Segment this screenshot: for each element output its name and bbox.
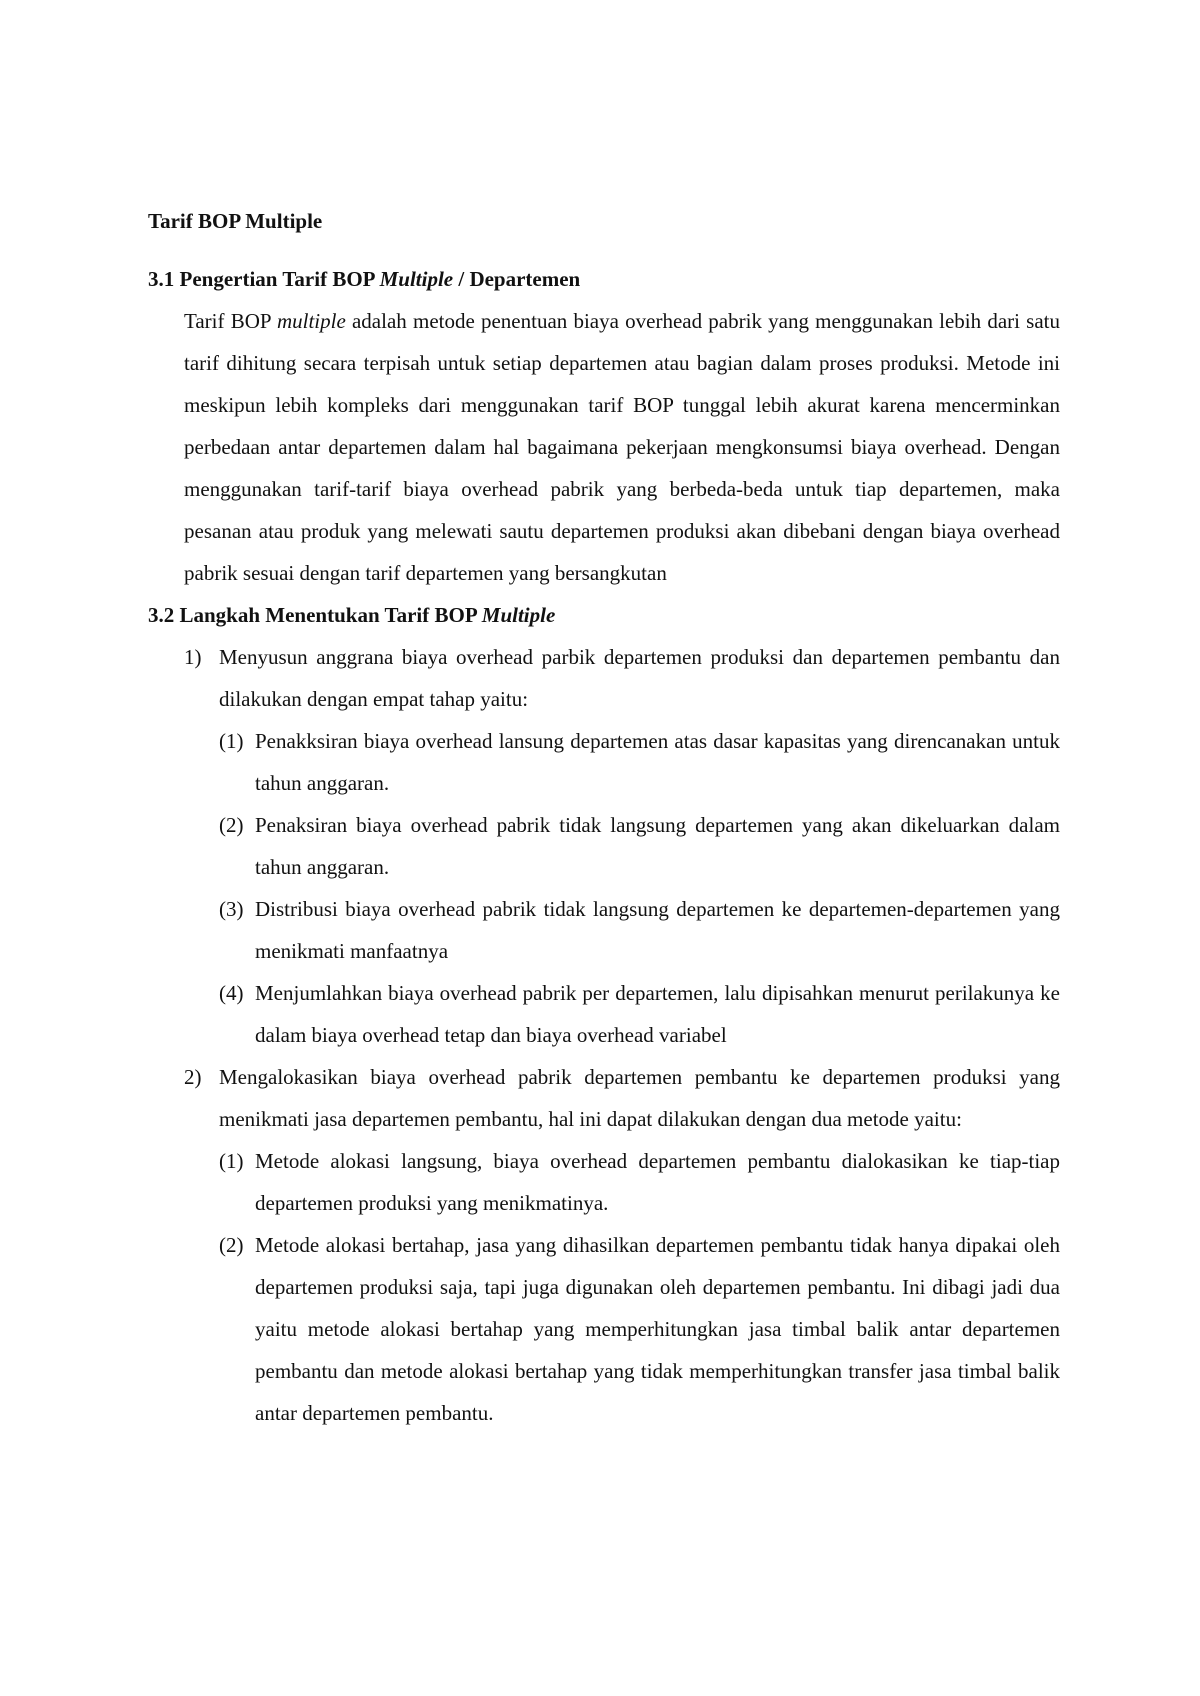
sub-list-item xyxy=(219,1224,1060,1434)
sub-list-item xyxy=(219,720,1060,804)
sub-list-item-text: Distribusi biaya overhead pabrik tidak langsung departemen ke departemen-departemen yang menikmati manfaatnya xyxy=(255,897,1060,963)
list-item-text: Menyusun anggrana biaya overhead parbik departemen produksi dan departemen pembantu dan dilakukan dengan empat tahap yaitu: xyxy=(219,645,1060,711)
paragraph-text-rest: adalah metode penentuan biaya overhead pabrik yang menggunakan lebih dari satu tarif dihitung secara terpisah untuk setiap departemen atau bagian dalam proses produksi. Metode ini meskipun lebih kompleks dari menggunakan tarif BOP tunggal lebih akurat karena mencerminkan perbedaan antar departemen dalam hal bagaimana pekerjaan mengkonsumsi biaya overhead. Dengan menggunakan tarif-tarif biaya overhead pabrik yang berbeda-beda untuk tiap departemen, maka pesanan atau produk yang melewati sautu departemen produksi akan dibebani dengan biaya overhead pabrik sesuai dengan tarif departemen yang bersangkutan xyxy=(184,309,1060,585)
sub-list-item-text: Penaksiran biaya overhead pabrik tidak langsung departemen yang akan dikeluarkan dalam tahun anggaran. xyxy=(255,813,1060,879)
steps-list xyxy=(148,636,1060,1434)
sub-list-item-text: Metode alokasi bertahap, jasa yang dihasilkan departemen pembantu tidak hanya dipakai oleh departemen produksi saja, tapi juga digunakan oleh departemen pembantu. Ini dibagi jadi dua yaitu metode alokasi bertahap yang memperhitungkan jasa timbal balik antar departemen pembantu dan metode alokasi bertahap yang tidak memperhitungkan transfer jasa timbal balik antar departemen pembantu. xyxy=(255,1233,1060,1425)
document-title: Tarif BOP Multiple xyxy=(148,209,323,233)
sub-list-item-number: (1) xyxy=(219,729,244,753)
sub-list xyxy=(219,1140,1060,1434)
list-item xyxy=(148,1056,1060,1434)
list-item-number: 2) xyxy=(184,1065,202,1089)
list-item xyxy=(148,636,1060,1056)
section-heading-3-1 xyxy=(148,258,1060,300)
sub-list-item xyxy=(219,804,1060,888)
sub-list-item-number: (3) xyxy=(219,897,244,921)
sub-list-item-number: (2) xyxy=(219,813,244,837)
list-item-number: 1) xyxy=(184,645,202,669)
sub-list-item xyxy=(219,1140,1060,1224)
section-heading-3-2 xyxy=(148,594,1060,636)
sub-list-item xyxy=(219,888,1060,972)
sub-list-item-text: Menjumlahkan biaya overhead pabrik per departemen, lalu dipisahkan menurut perilakunya ke dalam biaya overhead tetap dan biaya overhead variabel xyxy=(255,981,1060,1047)
heading-text: 3.2 Langkah Menentukan Tarif BOP xyxy=(148,603,482,627)
heading-italic-text: Multiple xyxy=(379,267,454,291)
sub-list-item-text: Metode alokasi langsung, biaya overhead departemen pembantu dialokasikan ke tiap-tiap departemen produksi yang menikmatinya. xyxy=(255,1149,1060,1215)
heading-italic-text: Multiple xyxy=(481,603,556,627)
document-content xyxy=(148,200,1060,1434)
heading-text: 3.1 Pengertian Tarif BOP xyxy=(148,267,380,291)
paragraph-italic-text: multiple xyxy=(276,309,346,333)
sub-list-item-number: (2) xyxy=(219,1233,244,1257)
heading-text-suffix: / Departemen xyxy=(453,267,581,291)
sub-list-item-number: (4) xyxy=(219,981,244,1005)
sub-list-item xyxy=(219,972,1060,1056)
sub-list-item-number: (1) xyxy=(219,1149,244,1173)
section-3-1-paragraph xyxy=(148,300,1060,594)
paragraph-text-start: Tarif BOP xyxy=(184,309,277,333)
sub-list-item-text: Penakksiran biaya overhead lansung departemen atas dasar kapasitas yang direncanakan untuk tahun anggaran. xyxy=(255,729,1060,795)
list-item-text: Mengalokasikan biaya overhead pabrik departemen pembantu ke departemen produksi yang menikmati jasa departemen pembantu, hal ini dapat dilakukan dengan dua metode yaitu: xyxy=(219,1065,1060,1131)
sub-list xyxy=(219,720,1060,1056)
